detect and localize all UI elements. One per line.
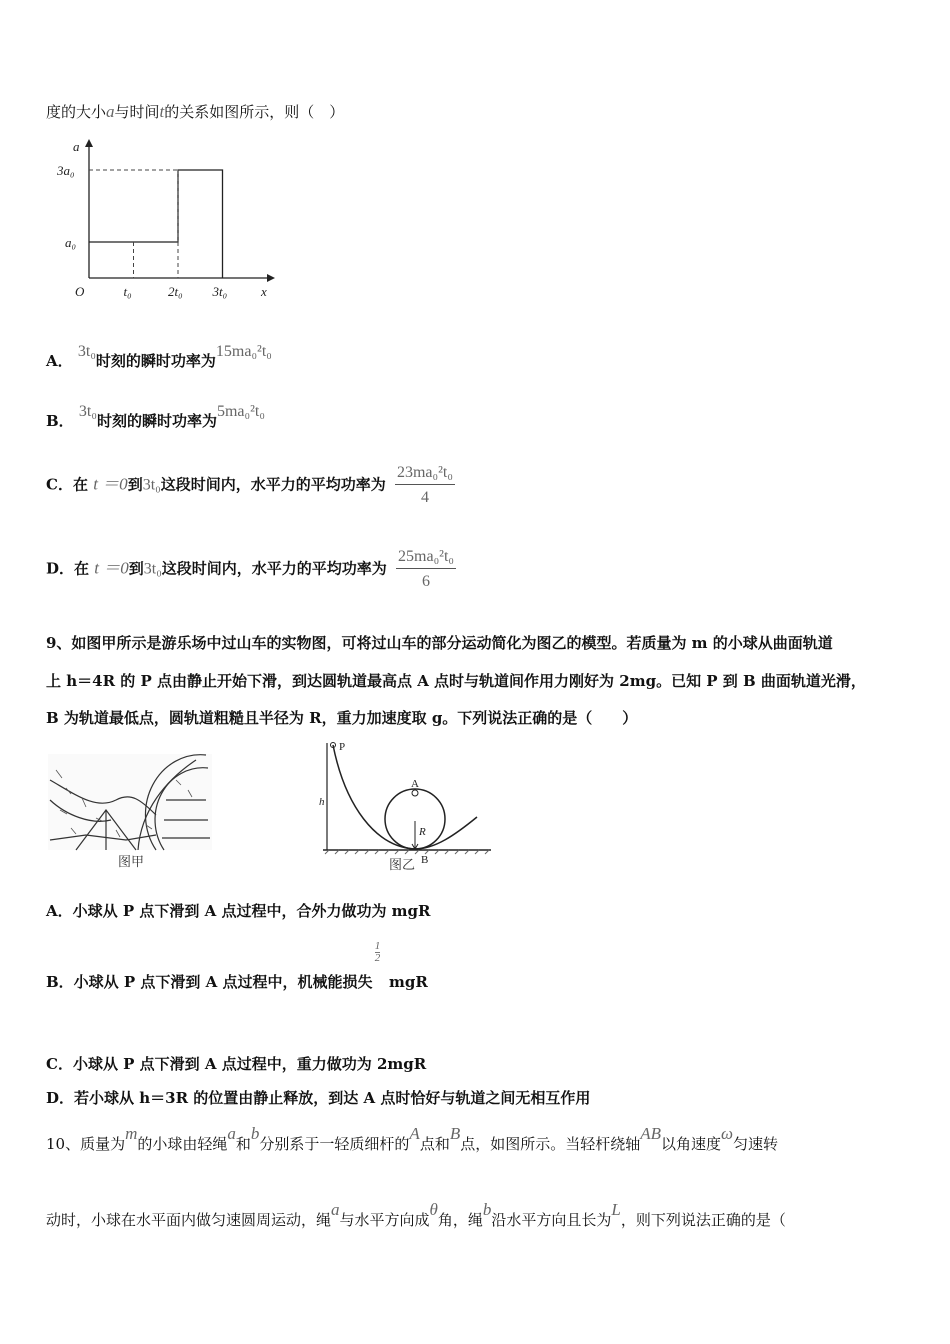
time-start-expr: t ＝0 <box>94 558 129 578</box>
fraction-denominator: 4 <box>420 489 429 506</box>
fraction-numerator: 23ma₀²t₀ <box>395 464 455 485</box>
time-end-expr: 3t₀ <box>142 476 161 494</box>
option-text: 在 <box>72 475 88 494</box>
label-h: h <box>319 796 325 808</box>
q10-text: 点，如图所示。当轻杆绕轴 <box>460 1135 641 1153</box>
fraction-numerator: 25ma₀²t₀ <box>396 548 456 569</box>
q10-text: 点和 <box>419 1135 450 1153</box>
option-text: 这段时间内，水平力的平均功率为 <box>160 475 386 494</box>
time-start-expr: t ＝0 <box>93 474 128 494</box>
power-fraction <box>395 464 455 507</box>
var-b: b <box>482 1200 492 1219</box>
var-a: a <box>227 1124 236 1143</box>
q10-text: 以角速度 <box>661 1135 722 1153</box>
power-expr: 15ma₀²t₀ <box>215 343 272 360</box>
q10-text: 沿水平方向且长为 <box>491 1211 612 1229</box>
q10-text: 10、质量为 <box>46 1135 126 1153</box>
label-p: P <box>339 741 346 753</box>
y-tick-label: 3a₀ <box>57 163 75 178</box>
q9-line-3: B 为轨道最低点，圆轨道粗糙且半径为 R，重力加速度取 g。下列说法正确的是（ ） <box>46 709 638 727</box>
q10-text: 的小球由轻绳 <box>137 1135 228 1153</box>
option-text: B．小球从 P 点下滑到 A 点过程中，机械能损失 <box>46 973 373 991</box>
power-fraction <box>396 548 456 591</box>
q10-text: 与水平方向成 <box>339 1211 430 1229</box>
label-a: A <box>411 778 419 790</box>
var-AB: AB <box>640 1124 662 1143</box>
q10-text: 动时，小球在水平面内做匀速圆周运动，绳 <box>46 1211 332 1229</box>
q10-text: 匀速转 <box>733 1135 779 1153</box>
option-text: 到 <box>128 559 144 578</box>
var-b: b <box>250 1124 260 1143</box>
var-theta: θ <box>429 1200 438 1219</box>
var-a: a <box>106 102 115 121</box>
option-letter: B． <box>46 412 74 430</box>
q10-line-1 <box>46 1124 779 1154</box>
q9-line-2: 上 h＝4R 的 P 点由静止开始下滑，到达圆轨道最高点 A 点时与轨道间作用力刚好为 2mg。已知 P 到 B 曲面轨道光滑， <box>46 672 866 690</box>
var-L: L <box>611 1200 621 1219</box>
intro-text-2: 与时间 <box>114 103 160 121</box>
option-text: 到 <box>127 475 143 494</box>
acceleration-time-chart <box>55 135 305 310</box>
half-fraction <box>374 940 384 987</box>
q9-option-a: A．小球从 P 点下滑到 A 点过程中，合外力做功为 mgR <box>46 902 431 920</box>
var-A: A <box>409 1124 420 1143</box>
q10-text: ，则下列说法正确的是（ <box>620 1211 786 1229</box>
x-axis-arrow <box>267 274 275 282</box>
q10-line-2 <box>46 1200 786 1230</box>
q9-option-c: C．小球从 P 点下滑到 A 点过程中，重力做功为 2mgR <box>46 1055 427 1073</box>
option-letter: C． <box>46 475 73 494</box>
label-b: B <box>421 854 429 866</box>
label-r: R <box>419 826 426 838</box>
intro-text-3: 的关系如图所示，则（ ） <box>164 103 345 121</box>
roller-coaster-photo <box>46 740 216 870</box>
q8-option-c <box>46 464 455 507</box>
y-tick-label: a₀ <box>65 235 77 250</box>
q8-option-d <box>46 548 456 591</box>
var-t: t <box>159 102 165 121</box>
y-axis-arrow <box>85 139 93 147</box>
x-axis-label: x <box>261 284 267 299</box>
time-expr: 3t₀ <box>77 343 96 360</box>
option-letter: D． <box>46 559 75 578</box>
q9-option-d: D．若小球从 h＝3R 的位置由静止释放，到达 A 点时恰好与轨道之间无相互作用 <box>46 1089 591 1107</box>
option-text: 在 <box>74 559 90 578</box>
var-B: B <box>449 1124 461 1143</box>
x-tick-label: 2t₀ <box>168 284 183 299</box>
q8-option-b <box>46 403 265 431</box>
var-a: a <box>331 1200 340 1219</box>
x-tick-label: t₀ <box>123 284 132 299</box>
option-text: 时刻的瞬时功率为 <box>95 352 216 370</box>
option-text: 时刻的瞬时功率为 <box>96 412 217 430</box>
intro-text-1: 度的大小 <box>46 103 107 121</box>
acceleration-series-line <box>89 170 223 278</box>
origin-label: O <box>75 284 85 299</box>
track-model-diagram <box>315 735 505 875</box>
option-letter: A． <box>46 352 73 370</box>
var-omega: ω <box>721 1124 734 1143</box>
q10-text: 角，绳 <box>437 1211 483 1229</box>
q10-text: 分别系于一轻质细杆的 <box>259 1135 410 1153</box>
q8-option-a <box>46 343 272 371</box>
time-expr: 3t₀ <box>78 403 97 420</box>
fig1-caption: 图甲 <box>118 854 145 869</box>
q10-text: 和 <box>235 1135 251 1153</box>
time-end-expr: 3t₀ <box>143 560 162 578</box>
fraction-denominator: 6 <box>422 573 431 590</box>
q9-line-1: 9、如图甲所示是游乐场中过山车的实物图，可将过山车的部分运动简化为图乙的模型。若质量为 m 的小球从曲面轨道 <box>46 634 833 652</box>
option-text: 这段时间内，水平力的平均功率为 <box>161 559 387 578</box>
fraction-denominator: 2 <box>374 952 381 964</box>
x-tick-label: 3t₀ <box>212 284 228 299</box>
option-text: mgR <box>388 973 428 991</box>
power-expr: 5ma₀²t₀ <box>216 403 265 420</box>
fig2-caption: 图乙 <box>389 857 416 872</box>
fraction-numerator: 1 <box>374 940 381 952</box>
intro-line <box>46 101 344 122</box>
q9-option-b <box>46 940 428 992</box>
var-m: m <box>125 1124 138 1143</box>
y-axis-label: a <box>73 139 80 154</box>
